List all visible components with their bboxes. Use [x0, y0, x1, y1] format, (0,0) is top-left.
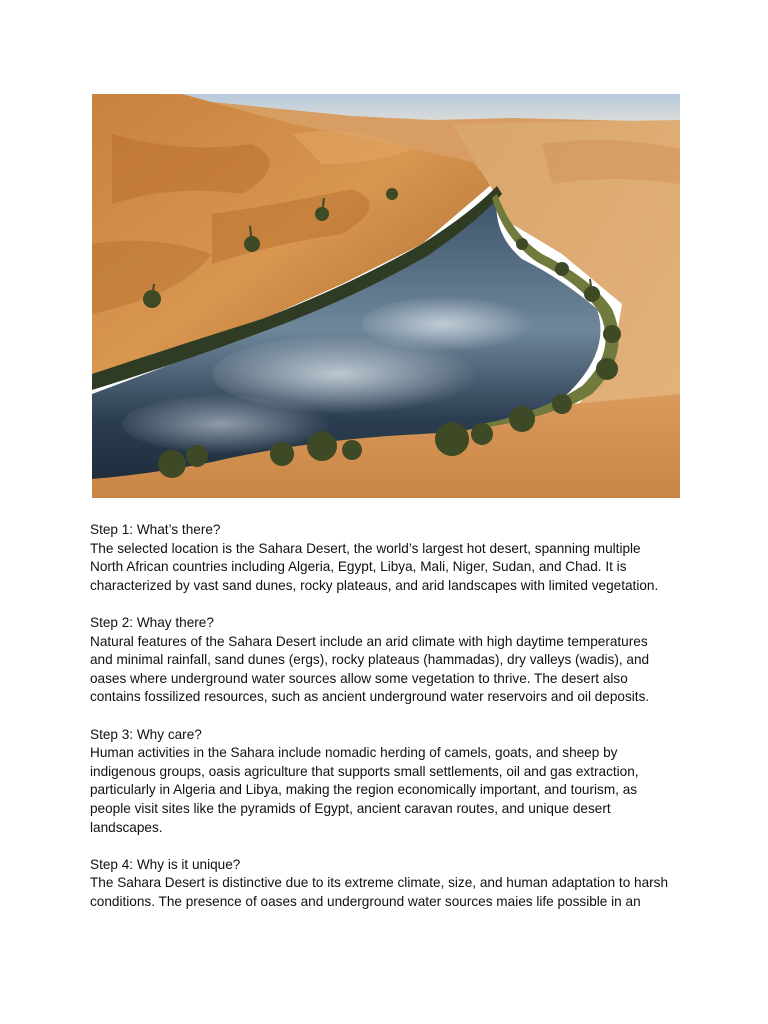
step-3-line: landscapes. — [90, 819, 163, 835]
step-4-line: The Sahara Desert is distinctive due to its extreme climate, size, and human adaptation to harsh — [90, 875, 669, 891]
step-2-line: and minimal rainfall, sand dunes (ergs), rocky plateaus (hammadas), dry valleys (wadis), and — [90, 652, 650, 668]
oasis-image-icon — [92, 94, 680, 498]
step-1-section — [90, 521, 690, 595]
step-2-line: Natural features of the Sahara Desert include an arid climate with high daytime temperatures — [90, 633, 648, 649]
step-1-line: The selected location is the Sahara Desert, the world’s largest hot desert, spanning multiple — [90, 540, 641, 556]
step-3-line: Human activities in the Sahara include nomadic herding of camels, goats, and sheep by — [90, 745, 618, 761]
step-3-line: people visit sites like the pyramids of Egypt, ancient caravan routes, and unique desert — [90, 800, 611, 816]
step-3-title: Step 3: Why care? — [90, 726, 202, 742]
step-1-line: North African countries including Algeria, Egypt, Libya, Mali, Niger, Sudan, and Chad. It is — [90, 559, 627, 575]
step-2-line: contains fossilized resources, such as ancient underground water reservoirs and oil deposits. — [90, 689, 650, 705]
step-1-title: Step 1: What’s there? — [90, 522, 221, 537]
document-text — [90, 521, 690, 930]
desert-oasis-photo — [92, 94, 680, 498]
step-3-line: indigenous groups, oasis agriculture that supports small settlements, oil and gas extraction, — [90, 763, 639, 779]
step-4-section — [90, 856, 690, 912]
step-1-line: characterized by vast sand dunes, rocky plateaus, and arid landscapes with limited vegetation. — [90, 577, 659, 593]
step-4-title: Step 4: Why is it unique? — [90, 856, 241, 872]
step-2-section — [90, 614, 690, 707]
step-2-line: oases where underground water sources allow some vegetation to thrive. The desert also — [90, 670, 628, 686]
step-2-title: Step 2: Whay there? — [90, 614, 214, 630]
step-3-section — [90, 726, 690, 838]
step-4-line: conditions. The presence of oases and underground water sources maies life possible in an — [90, 893, 641, 909]
step-3-line: particularly in Algeria and Libya, making the region economically important, and tourism, as — [90, 782, 638, 798]
